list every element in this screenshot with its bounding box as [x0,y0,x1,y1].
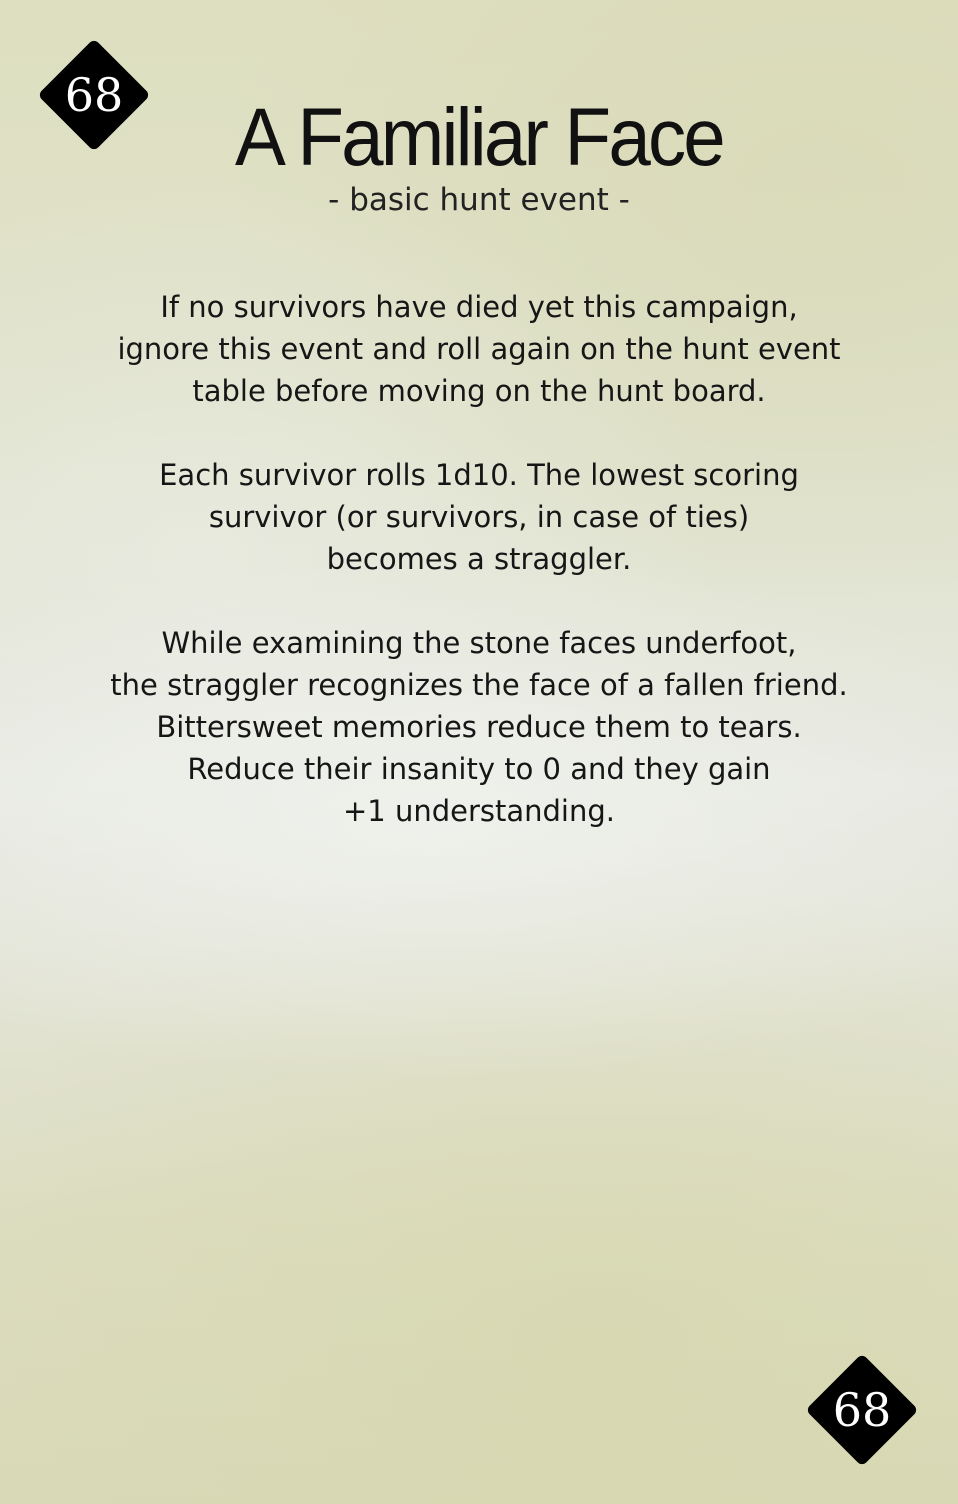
body-line: ignore this event and roll again on the hunt event [117,332,841,366]
card-title: A Familiar Face [235,92,723,183]
paragraph-outcome [60,622,898,832]
paragraph-condition [60,286,898,412]
body-line: survivor (or survivors, in case of ties) [208,500,750,534]
paragraph-roll [60,454,898,580]
card-number-bottom: 68 [832,1383,892,1437]
body-line: +1 understanding. [342,794,615,828]
body-line: the straggler recognizes the face of a fallen friend. [110,668,848,702]
body-line: becomes a straggler. [326,542,632,576]
body-line: If no survivors have died yet this campaign, [160,290,798,324]
card-number-top: 68 [64,68,124,122]
body-line: table before moving on the hunt board. [192,374,766,408]
body-line: Each survivor rolls 1d10. The lowest scoring [159,458,799,492]
body-line: While examining the stone faces underfoot, [161,626,797,660]
card-body [60,286,898,874]
card-subtitle: - basic hunt event - [328,182,630,218]
card-number-badge-bottom [805,1353,919,1467]
body-line: Bittersweet memories reduce them to tears. [156,710,802,744]
body-line: Reduce their insanity to 0 and they gain [187,752,771,786]
